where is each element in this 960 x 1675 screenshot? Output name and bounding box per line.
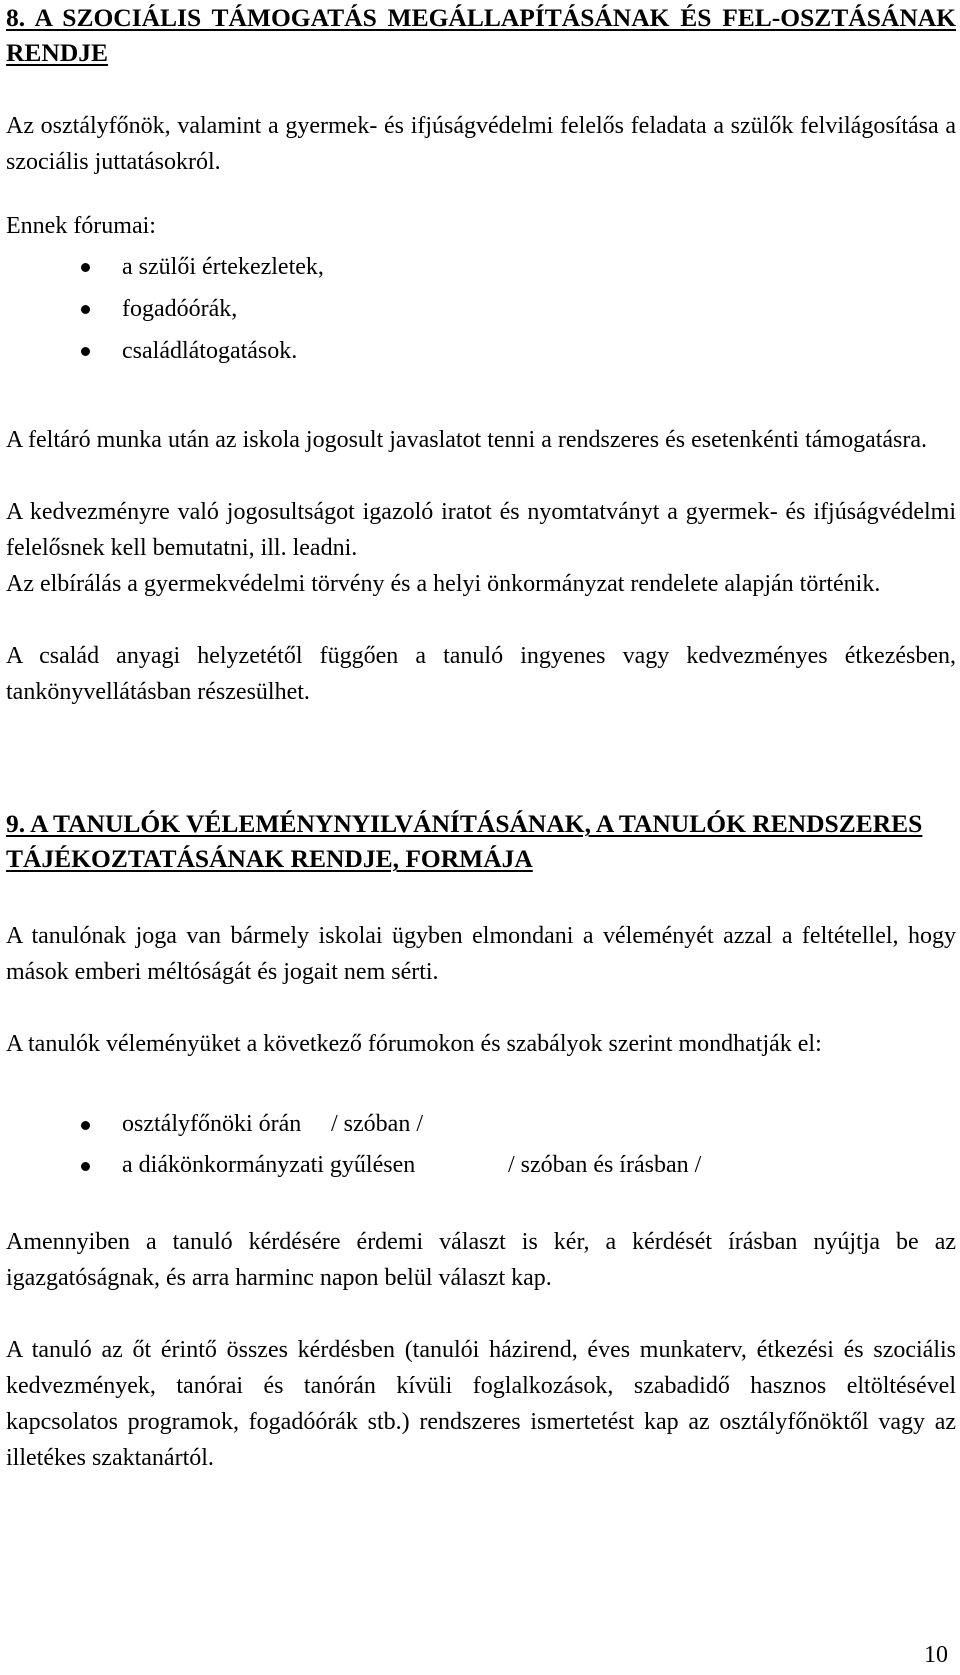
list-item-text: fogadóórák,: [122, 296, 238, 322]
list-item-text: családlátogatások.: [122, 338, 298, 364]
list-item: [6, 246, 324, 288]
bullet-icon: [81, 347, 90, 356]
opinion-forums-list: [6, 1104, 701, 1186]
list-item: [6, 1145, 701, 1186]
forum-name: a diákönkormányzati gyűlésen: [122, 1152, 416, 1178]
bullet-icon: [81, 1121, 90, 1130]
bullet-icon: [81, 1162, 90, 1171]
bullet-icon: [81, 263, 90, 272]
section-9-paragraph-4: A tanuló az őt érintő összes kérdésben (tanulói házirend, éves munkaterv, étkezési és szociális kedvezmények, tanórai és tanórán kívüli foglalkozások, szabadidő hasznos eltöltésével kapcsolatos programok, fogadóórák stb.) rendszeres ismertetést kap az osztályfőnöktől vagy az illetékes szaktanártól.: [6, 1337, 956, 1471]
list-item: [6, 1104, 701, 1145]
forum-name: osztályfőnöki órán: [122, 1111, 302, 1137]
list-item: [6, 288, 324, 330]
section-9-heading: 9. A TANULÓK VÉLEMÉNYNYILVÁNÍTÁSÁNAK, A TANULÓK RENDSZERES TÁJÉKOZTATÁSÁNAK RENDJE, FORMÁJA: [6, 809, 923, 873]
section-9-paragraph-3: Amennyiben a tanuló kérdésére érdemi választ is kér, a kérdését írásban nyújtja be az igazgatóságnak, és arra harminc napon belül választ kap.: [6, 1229, 956, 1291]
section-8-heading: 8. A SZOCIÁLIS TÁMOGATÁS MEGÁLLAPÍTÁSÁNAK ÉS FEL-OSZTÁSÁNAK RENDJE: [6, 3, 956, 67]
section-9-paragraph-1: A tanulónak joga van bármely iskolai ügyben elmondani a véleményét azzal a feltétellel, hogy mások emberi méltóságát és jogait nem sérti.: [6, 923, 956, 985]
list-item-text: a szülői értekezletek,: [122, 254, 324, 280]
section-9-paragraph-2: A tanulók véleményüket a következő fórumokon és szabályok szerint mondhatják el:: [6, 1031, 822, 1057]
section-8-paragraph-1: A feltáró munka után az iskola jogosult javaslatot tenni a rendszeres és esetenkénti támogatásra.: [6, 427, 928, 453]
section-8-paragraph-4: A család anyagi helyzetétől függően a tanuló ingyenes vagy kedvezményes étkezésben, tankönyvellátásban részesülhet.: [6, 643, 956, 705]
forums-label: Ennek fórumai:: [6, 213, 156, 239]
list-item: [6, 330, 324, 372]
section-8-paragraph-2: A kedvezményre való jogosultságot igazoló iratot és nyomtatványt a gyermek- és ifjúságvédelmi felelősnek kell bemutatni, ill. leadni.: [6, 499, 956, 561]
page-number: 10: [924, 1642, 948, 1668]
forums-list: [6, 246, 324, 372]
forum-mode: / szóban /: [331, 1111, 423, 1137]
bullet-icon: [81, 305, 90, 314]
section-8-paragraph-3: Az elbírálás a gyermekvédelmi törvény és a helyi önkormányzat rendelete alapján történik.: [6, 571, 881, 597]
forum-mode: / szóban és írásban /: [508, 1152, 702, 1178]
section-8-intro: Az osztályfőnök, valamint a gyermek- és ifjúságvédelmi felelős feladata a szülők felvilágosítása a szociális juttatásokról.: [6, 113, 956, 175]
